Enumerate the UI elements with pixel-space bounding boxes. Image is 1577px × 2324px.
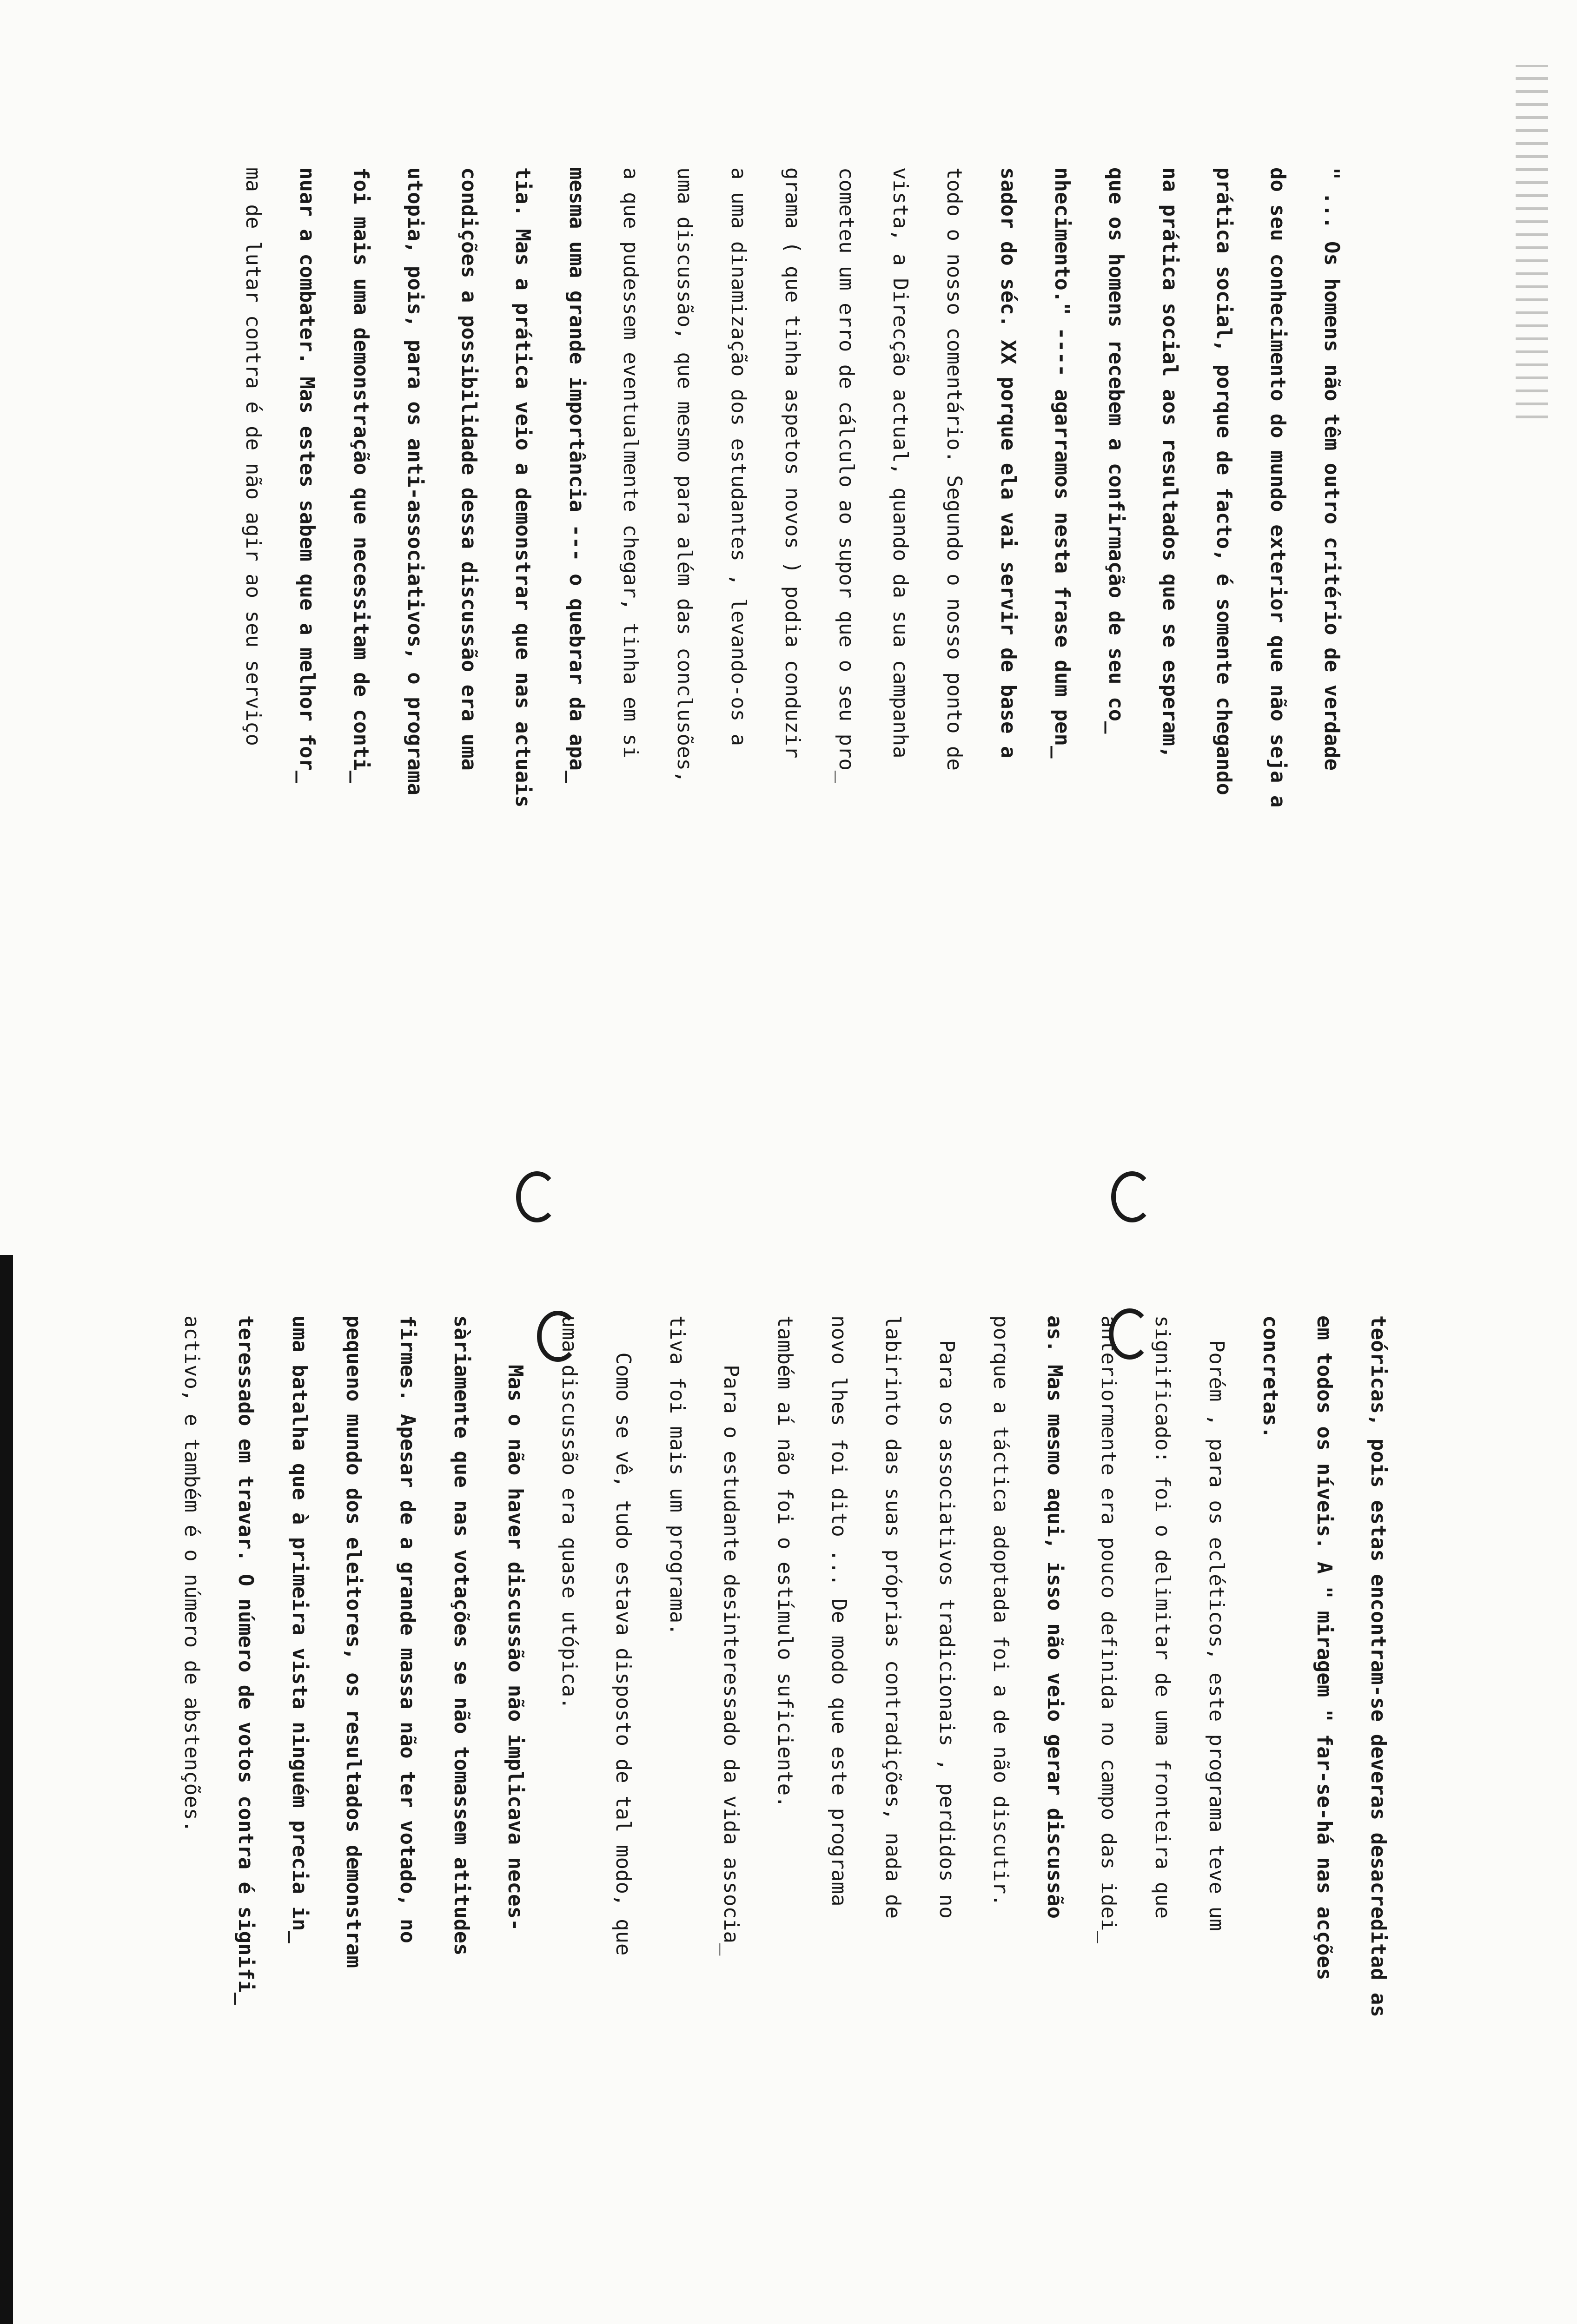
text-line: Mas o não haver discussão não implicava neces-: [504, 1315, 527, 1931]
text-line: uma batalha que à primeira vista ninguém precia in_: [288, 1315, 311, 1944]
punch-hole-icon: [516, 1171, 558, 1222]
text-line: teressado em travar. O número de votos contra é signifi_: [234, 1315, 258, 2005]
text-line: sador do séc. XX porque ela vai servir de base a: [996, 167, 1020, 759]
text-line: a uma dinamização dos estudantes , levando-os a: [727, 167, 750, 746]
text-line: que os homens recebem a confirmação de seu co_: [1104, 167, 1128, 734]
text-line: nuar a combater. Mas estes sabem que a melhor for_: [295, 167, 319, 783]
left-edge-rule: [0, 1255, 13, 2324]
text-line: labirinto das suas próprias contradições, nada de: [881, 1315, 905, 1919]
punch-hole-icon: [1109, 1308, 1151, 1360]
text-line: uma discussão era quase utópica.: [557, 1315, 581, 1710]
text-column-left: [226, 167, 1358, 1134]
text-line: firmes. Apesar de a grande massa não ter votado, no: [396, 1315, 419, 1944]
text-line: a que pudessem eventualmente chegar, tinha em si: [619, 167, 643, 759]
text-line: uma discussão, que mesmo para além das conclusões,: [673, 167, 696, 783]
text-line: nhecimento." ---- agarramos nesta frase dum pen_: [1050, 167, 1074, 759]
text-line: " ... Os homens não têm outro critério de verdade: [1320, 167, 1344, 771]
text-column-right: [165, 1315, 1405, 2324]
text-line: as. Mas mesmo aqui, isso não veio gerar discussão: [1043, 1315, 1067, 1919]
text-line: teóricas, pois estas encontram-se deveras desacreditad as: [1366, 1315, 1390, 2017]
text-line: tiva foi mais um programa.: [665, 1315, 689, 1636]
text-line: Porém , para os ecléticos, este programa teve um: [1205, 1315, 1228, 1931]
text-line: Para os associativos tradicionais , perdidos no: [935, 1315, 959, 1919]
text-line: grama ( que tinha aspetos novos ) podia conduzir: [781, 167, 804, 759]
text-line: significado: foi o delimitar de uma fronteira que: [1151, 1315, 1174, 1919]
text-line: cometeu um erro de cálculo ao supor que o seu pro_: [835, 167, 858, 783]
text-line: foi mais uma demonstração que necessitam de conti_: [349, 167, 373, 783]
text-line: vista, a Direcção actual, quando da sua campanha: [888, 167, 912, 759]
text-line: ma de lutar contra é de não agir ao seu serviço: [241, 167, 265, 746]
text-line: utopia, pois, para os anti-associativos, o programa: [403, 167, 427, 796]
punch-hole-icon: [1111, 1171, 1153, 1222]
text-line: do seu conhecimento do mundo exterior que não seja a: [1266, 167, 1290, 808]
text-line: em todos os níveis. A " miragem " far-se-há nas acções: [1312, 1315, 1336, 1981]
text-line: Para o estudante desinteressado da vida associa_: [719, 1315, 743, 1956]
text-line: concretas.: [1259, 1315, 1282, 1439]
text-line: todo o nosso comentário. Segundo o nosso ponto de: [942, 167, 966, 771]
text-line: novo lhes foi dito ... De modo que este programa: [827, 1315, 851, 1907]
text-line: porque a táctica adoptada foi a de não discutir.: [989, 1315, 1013, 1907]
text-line: activo, e também é o número de abstenções.: [180, 1315, 204, 1833]
text-line: pequeno mundo dos eleitores, os resultados demonstram: [342, 1315, 365, 1968]
text-line: mesma uma grande importância --- o quebrar da apa_: [565, 167, 589, 783]
text-line: tia. Mas a prática veio a demonstrar que nas actuais: [511, 167, 535, 808]
text-line: também aí não foi o estímulo suficiente.: [773, 1315, 797, 1808]
text-line: anteriormente era pouco definida no campo das idei_: [1097, 1315, 1120, 1944]
text-line: Como se vê, tudo estava disposto de tal modo, que: [611, 1315, 635, 1956]
text-line: condições a possibilidade dessa discussão era uma: [457, 167, 481, 771]
text-line: na prática social aos resultados que se esperam,: [1158, 167, 1182, 759]
text-line: prática social, porque de facto, é somente chegando: [1212, 167, 1236, 796]
punch-hole-icon: [537, 1311, 579, 1362]
text-line: sàriamente que nas votações se não tomassem atitudes: [450, 1315, 473, 1956]
